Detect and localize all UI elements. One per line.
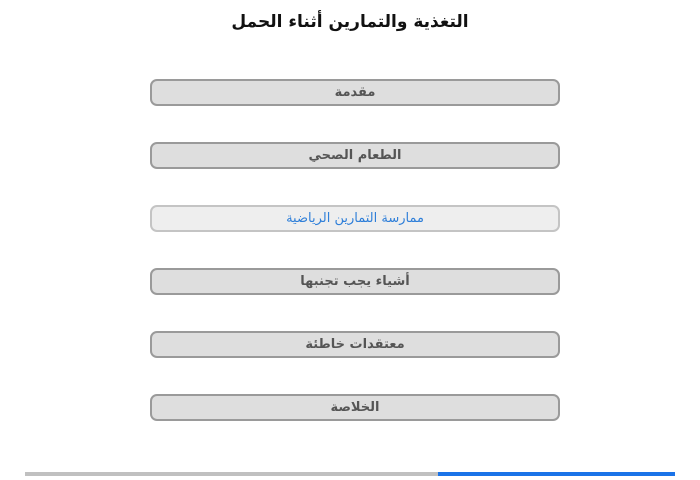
page-title: التغذية والتمارين أثناء الحمل <box>231 12 469 32</box>
menu-item-introduction[interactable]: مقدمة <box>150 79 560 106</box>
menu-item-things-to-avoid[interactable]: أشياء يجب تجنبها <box>150 268 560 295</box>
progress-bar-fill <box>438 472 675 476</box>
progress-bar <box>25 472 675 476</box>
menu-item-healthy-food[interactable]: الطعام الصحي <box>150 142 560 169</box>
chapter-menu <box>150 79 560 457</box>
menu-item-exercise[interactable]: ممارسة التمارين الرياضية <box>150 205 560 232</box>
menu-item-misconceptions[interactable]: معتقدات خاطئة <box>150 331 560 358</box>
menu-item-conclusion[interactable]: الخلاصة <box>150 394 560 421</box>
